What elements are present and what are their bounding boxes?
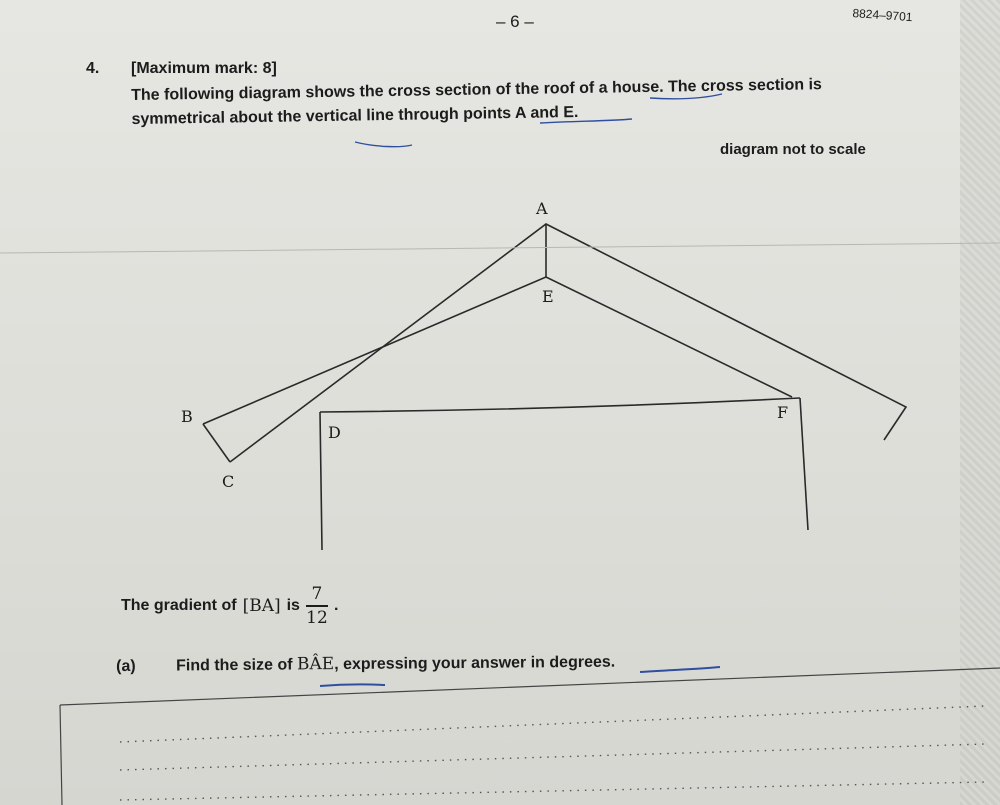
upper-rule — [0, 243, 1000, 253]
question-number: 4. — [86, 60, 100, 77]
part-a-text-after: , expressing your answer in degrees. — [334, 653, 616, 674]
part-a-label: (a) — [116, 657, 136, 675]
answer-box-top — [60, 668, 1000, 705]
fraction-denominator: 12 — [306, 607, 328, 628]
page-number: – 6 – — [496, 12, 534, 31]
pen-underline-house — [650, 94, 722, 99]
question-text: The following diagram shows the cross section of the roof of a house. The cross section is symmetrical about the vertical line through points A and E. — [131, 76, 823, 128]
gradient-is: is — [286, 596, 300, 614]
pen-underline-angle — [320, 684, 385, 686]
gradient-suffix: . — [333, 596, 339, 614]
point-label-E: E — [542, 287, 554, 306]
point-label-C: C — [222, 472, 235, 491]
segment-BA: [BA] — [242, 595, 281, 616]
point-label-B: B — [181, 407, 193, 426]
pen-underline-symmetrical — [355, 142, 412, 147]
answer-line-3[interactable] — [120, 782, 985, 800]
answer-box-left — [60, 705, 62, 805]
point-label-A: A — [536, 199, 548, 218]
pen-underline-degrees — [640, 667, 720, 672]
answer-line-1[interactable] — [120, 706, 985, 742]
document-code: 8824–9701 — [852, 6, 913, 25]
answer-line-2[interactable] — [120, 744, 985, 770]
gradient-prefix: The gradient of — [121, 596, 237, 614]
point-label-D: D — [328, 423, 341, 442]
fraction-numerator: 7 — [311, 584, 323, 604]
diagram-note: diagram not to scale — [720, 141, 866, 158]
maximum-mark: [Maximum mark: 8] — [131, 60, 277, 77]
point-label-F: F — [777, 403, 789, 422]
angle-BAE: BÂE — [296, 654, 335, 675]
pen-underline-AE — [540, 119, 632, 123]
part-a-text-before: Find the size of — [176, 656, 293, 675]
